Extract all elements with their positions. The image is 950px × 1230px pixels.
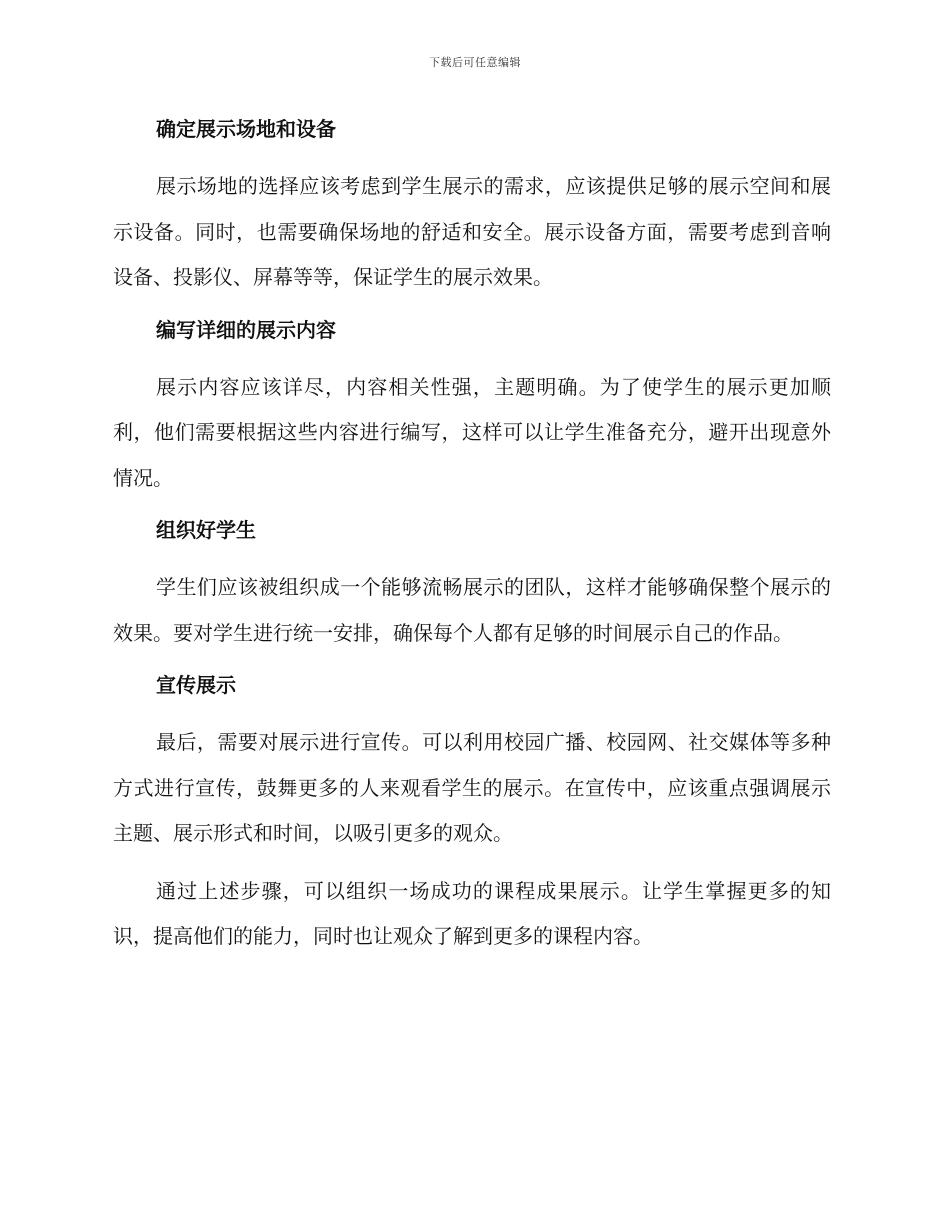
section-paragraph-venue: 展示场地的选择应该考虑到学生展示的需求，应该提供足够的展示空间和展示设备。同时，也需要确保场地的舒适和安全。展示设备方面，需要考虑到音响设备、投影仪、屏幕等等，保证学生的展示效果。 bbox=[113, 174, 831, 289]
section-heading-content: 编写详细的展示内容 bbox=[156, 317, 336, 342]
section-paragraph-promotion: 最后，需要对展示进行宣传。可以利用校园广播、校园网、社交媒体等多种方式进行宣传，鼓舞更多的人来观看学生的展示。在宣传中，应该重点强调展示主题、展示形式和时间，以吸引更多的观众。 bbox=[113, 730, 831, 845]
document-body bbox=[113, 112, 831, 972]
page-header-note: 下载后可任意编辑 bbox=[429, 56, 521, 69]
conclusion-paragraph: 通过上述步骤，可以组织一场成功的课程成果展示。让学生掌握更多的知识，提高他们的能力，同时也让观众了解到更多的课程内容。 bbox=[113, 878, 831, 948]
section-heading-promotion: 宣传展示 bbox=[156, 673, 236, 697]
section-paragraph-content: 展示内容应该详尽，内容相关性强，主题明确。为了使学生的展示更加顺利，他们需要根据这些内容进行编写，这样可以让学生准备充分，避开出现意外情况。 bbox=[113, 374, 831, 490]
section-paragraph-students: 学生们应该被组织成一个能够流畅展示的团队，这样才能够确保整个展示的效果。要对学生进行统一安排，确保每个人都有足够的时间展示自己的作品。 bbox=[113, 575, 831, 645]
section-heading-venue: 确定展示场地和设备 bbox=[156, 117, 336, 141]
section-heading-students: 组织好学生 bbox=[156, 518, 256, 542]
